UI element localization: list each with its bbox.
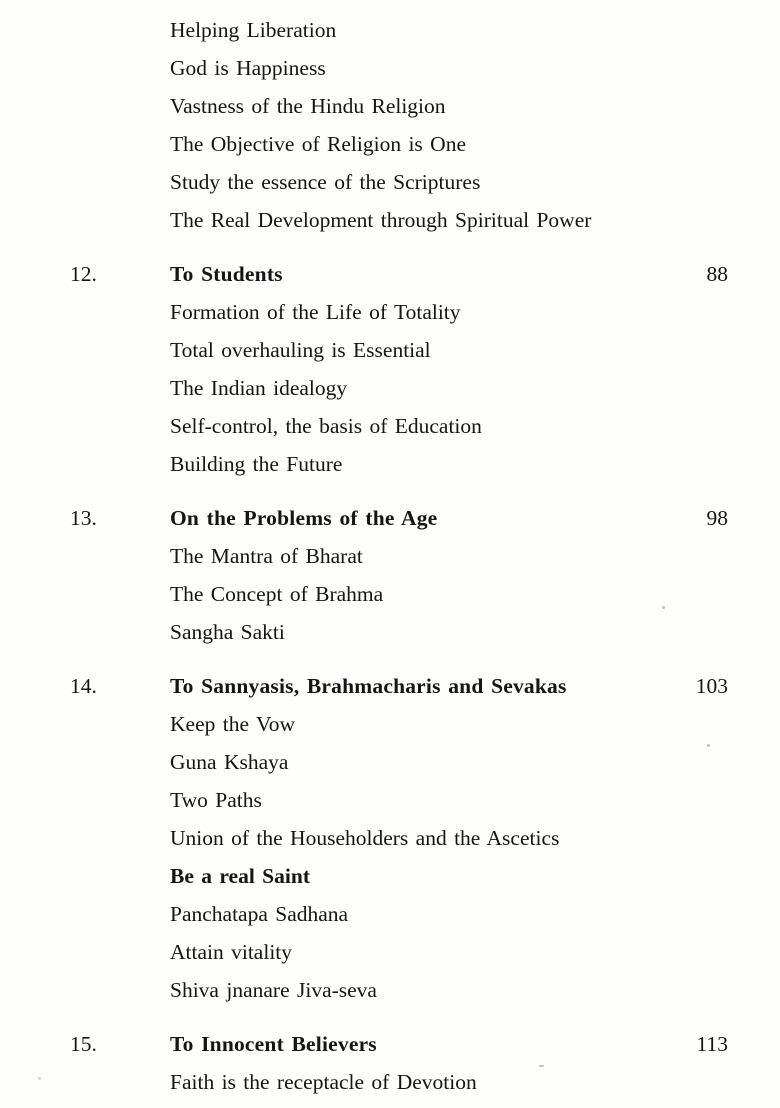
chapter-page-number: 98 (706, 506, 728, 530)
toc-item-label: Formation of the Life of Totality (170, 300, 461, 324)
toc-section (0, 667, 780, 1009)
toc-item (0, 331, 780, 369)
toc-section (0, 11, 780, 239)
toc-item (0, 407, 780, 445)
toc-item (0, 369, 780, 407)
toc-item-label: Attain vitality (170, 940, 293, 964)
toc-item-label: Panchatapa Sadhana (170, 902, 349, 926)
toc-item-label: God is Happiness (170, 56, 326, 80)
chapter-number: 12. (70, 262, 97, 286)
chapter-title: To Innocent Believers (170, 1032, 377, 1056)
chapter-number: 15. (70, 1032, 97, 1056)
chapter-number: 13. (70, 506, 97, 530)
toc-item-label: The Concept of Brahma (170, 582, 384, 606)
toc-item (0, 163, 780, 201)
toc-item-label: Building the Future (170, 452, 343, 476)
toc-item (0, 613, 780, 651)
toc-item (0, 445, 780, 483)
toc-item (0, 819, 780, 857)
toc-section (0, 499, 780, 651)
chapter-heading-row (0, 255, 780, 293)
chapter-number: 14. (70, 674, 97, 698)
toc-item-label: The Mantra of Bharat (170, 544, 363, 568)
scan-artifact-dot (38, 1077, 41, 1080)
toc-item (0, 781, 780, 819)
chapter-title: To Sannyasis, Brahmacharis and Sevakas (170, 674, 567, 698)
toc-item-label: Shiva jnanare Jiva-seva (170, 978, 377, 1002)
chapter-heading-row (0, 499, 780, 537)
toc-item (0, 933, 780, 971)
scan-artifact-dot (662, 606, 665, 609)
toc-item (0, 293, 780, 331)
toc-item-label: Be a real Saint (170, 864, 310, 888)
chapter-heading-row (0, 667, 780, 705)
toc-item (0, 201, 780, 239)
toc-item (0, 743, 780, 781)
chapter-page-number: 103 (695, 674, 728, 698)
table-of-contents (0, 11, 780, 1101)
toc-item-label: Two Paths (170, 788, 262, 812)
chapter-page-number: 88 (706, 262, 728, 286)
chapter-title: To Students (170, 262, 283, 286)
toc-item-label: Union of the Householders and the Ascetics (170, 826, 560, 850)
toc-item-label: Guna Kshaya (170, 750, 289, 774)
toc-item-label: Faith is the receptacle of Devotion (170, 1070, 477, 1094)
toc-item (0, 87, 780, 125)
scan-artifact-dot (707, 744, 710, 747)
chapter-title: On the Problems of the Age (170, 506, 438, 530)
toc-item (0, 895, 780, 933)
toc-item (0, 49, 780, 87)
toc-item-label: The Objective of Religion is One (170, 132, 466, 156)
toc-item (0, 11, 780, 49)
toc-item-label: Sangha Sakti (170, 620, 285, 644)
toc-item-label: The Real Development through Spiritual Power (170, 208, 592, 232)
toc-item (0, 537, 780, 575)
chapter-page-number: 113 (696, 1032, 728, 1056)
toc-item-label: Self-control, the basis of Education (170, 414, 482, 438)
toc-item (0, 125, 780, 163)
toc-section (0, 1025, 780, 1101)
toc-item-label: Vastness of the Hindu Religion (170, 94, 446, 118)
toc-item-label: Keep the Vow (170, 712, 296, 736)
chapter-heading-row (0, 1025, 780, 1063)
toc-item-label: The Indian idealogy (170, 376, 348, 400)
scan-artifact-dot (539, 1065, 544, 1067)
toc-item-label: Total overhauling is Essential (170, 338, 431, 362)
toc-item (0, 705, 780, 743)
toc-item-label: Helping Liberation (170, 18, 337, 42)
toc-section (0, 255, 780, 483)
toc-item-label: Study the essence of the Scriptures (170, 170, 481, 194)
toc-item (0, 1063, 780, 1101)
toc-item (0, 857, 780, 895)
toc-item (0, 971, 780, 1009)
